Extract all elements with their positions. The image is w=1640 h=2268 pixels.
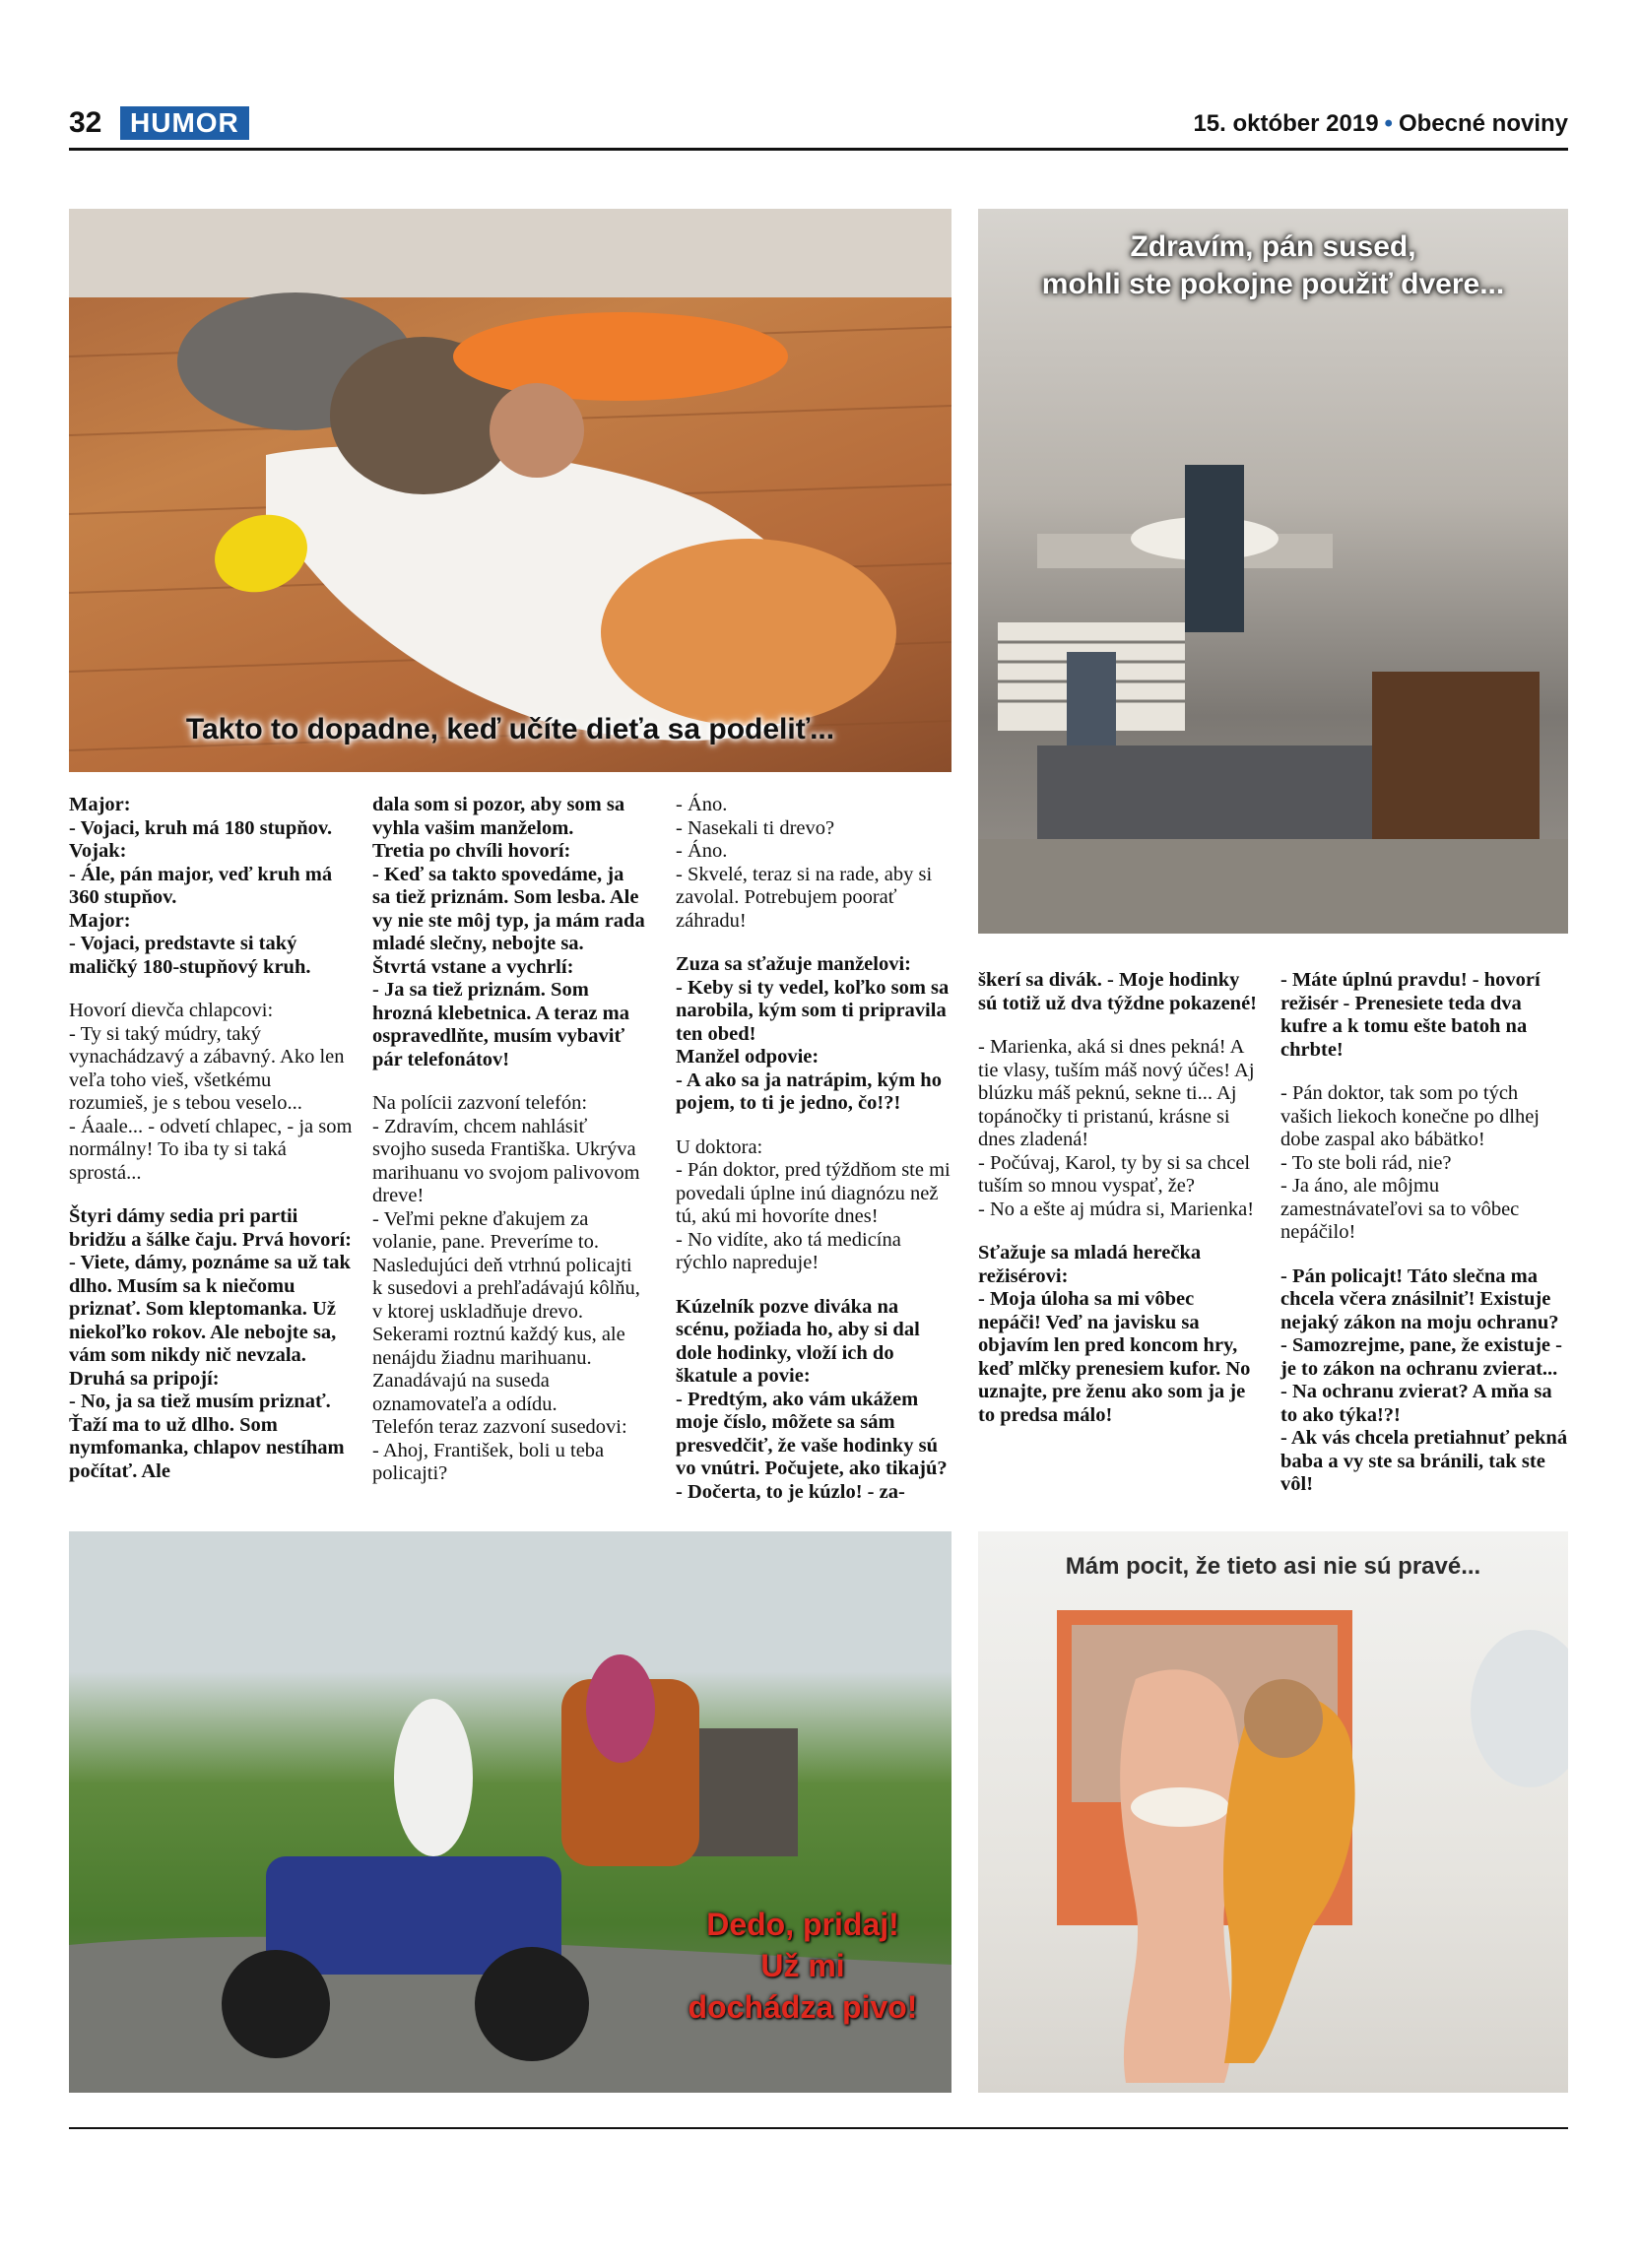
joke-four-ladies xyxy=(69,1205,353,1483)
joke-line: - Áaale... - odvetí chlapec, - ja som normálny! To iba ty si taká sprostá... xyxy=(69,1115,353,1184)
joke-police-phone-cont xyxy=(676,794,951,933)
joke-policeman xyxy=(1280,1265,1568,1497)
ceiling-caption-line2: mohli ste pokojne použiť dvere... xyxy=(1041,268,1505,300)
joke-line: Tretia po chvíli hovorí: xyxy=(372,840,571,862)
joke-line: Hovorí dievča chlapcovi: xyxy=(69,1000,274,1021)
joke-actress xyxy=(978,1242,1258,1427)
text-column-1 xyxy=(69,794,353,1504)
joke-line: - No vidíte, ako tá medicína rýchlo napreduje! xyxy=(676,1228,901,1273)
text-column-5 xyxy=(1280,969,1568,1518)
joke-line: - Viete, dámy, poznáme sa už tak dlho. Musím sa k niečomu priznať. Som kleptomanka. Už niekoľko rokov. Ale nebojte sa, vám som nikdy nič nevzala. xyxy=(69,1252,351,1366)
joke-line: Telefón teraz zazvoní susedovi: xyxy=(372,1416,627,1438)
joke-line: - Pán doktor, pred týždňom ste mi povedali úplne inú diagnózu než tú, akú mi hovoríte dnes! xyxy=(676,1159,951,1227)
mannequin-caption: Mám pocit, že tieto asi nie sú pravé... xyxy=(1065,1553,1481,1580)
cats-caption: Takto to dopadne, keď učíte dieťa sa podeliť... xyxy=(185,713,835,745)
photo-atv-armchair xyxy=(69,1531,951,2093)
issue-date: 15. október 2019 xyxy=(1193,110,1379,137)
joke-line: - Áno. xyxy=(676,840,728,862)
joke-major xyxy=(69,794,353,979)
joke-line: Štyri dámy sedia pri partii bridžu a šálke čaju. Prvá hovorí: xyxy=(69,1205,352,1251)
joke-doctor xyxy=(676,1136,951,1275)
joke-line: Major: xyxy=(69,909,131,932)
joke-girl-boy xyxy=(69,1000,353,1185)
photo-child-mannequin xyxy=(978,1531,1568,2093)
joke-line: Zuza sa sťažuje manželovi: xyxy=(676,953,912,975)
joke-line: - Máte úplnú pravdu! - hovorí režisér - Prenesiete teda dva kufre a k tomu ešte batoh na chrbte! xyxy=(1280,969,1541,1061)
joke-line: - Ak vás chcela pretiahnuť pekná baba a vy ste sa bránili, tak ste vôl! xyxy=(1280,1427,1568,1495)
joke-line: - No, ja sa tiež musím priznať. Ťaží ma to už dlho. Som nymfomanka, chlapov nestíham počítať. Ale xyxy=(69,1391,345,1482)
text-column-2 xyxy=(372,794,646,1507)
mannequin-illustration xyxy=(978,1531,1568,2093)
bullet-separator: • xyxy=(1384,110,1393,137)
joke-line: - Áno. xyxy=(676,794,728,815)
atv-caption xyxy=(660,1904,946,2028)
joke-doctor-baby xyxy=(1280,1082,1568,1245)
joke-line: - Samozrejme, pane, že existuje - je to zákon na ochranu zvierat... xyxy=(1280,1334,1562,1380)
joke-line: škerí sa divák. - Moje hodinky sú totiž už dva týždne pokazené! xyxy=(978,969,1258,1014)
joke-line: - Keby si ty vedel, koľko som sa narobila, kým som ti pripravila ten obed! xyxy=(676,976,950,1045)
joke-actress-cont xyxy=(1280,969,1568,1062)
joke-line: Vojak: xyxy=(69,840,127,862)
joke-line: - Nasekali ti drevo? xyxy=(676,816,835,839)
joke-line: Štvrtá vstane a vychrlí: xyxy=(372,955,574,978)
joke-line: - Ahoj, František, boli u teba policajti? xyxy=(372,1439,605,1484)
issue-info xyxy=(1193,110,1568,138)
joke-line: - No a ešte aj múdra si, Marienka! xyxy=(978,1198,1255,1220)
footer-rule xyxy=(69,2127,1568,2129)
joke-line: Druhá sa pripojí: xyxy=(69,1367,220,1390)
joke-line: - Ále, pán major, veď kruh má 360 stupňov. xyxy=(69,863,333,908)
ceiling-illustration xyxy=(978,209,1568,934)
joke-line: - Dočerta, to je kúzlo! - za- xyxy=(676,1480,905,1503)
joke-marienka xyxy=(978,1036,1258,1221)
joke-line: U doktora: xyxy=(676,1135,763,1158)
photo-cats-milk xyxy=(69,209,951,772)
joke-line: Major: xyxy=(69,794,131,815)
section-label: HUMOR xyxy=(120,106,249,140)
joke-line: Na polícii zazvoní telefón: xyxy=(372,1092,588,1114)
joke-line: - Počúvaj, Karol, ty by si sa chcel tuším so mnou vyspať, že? xyxy=(978,1151,1251,1197)
joke-line: Manžel odpovie: xyxy=(676,1046,820,1068)
atv-caption-line3: dochádza pivo! xyxy=(688,1989,918,2025)
joke-police-phone xyxy=(372,1092,646,1486)
joke-magician xyxy=(676,1296,951,1505)
joke-line: - Vojaci, kruh má 180 stupňov. xyxy=(69,816,333,839)
joke-line: - Predtým, ako vám ukážem moje číslo, môžete sa sám presvedčiť, že vaše hodinky sú vo vnútri. Počujete, ako tikajú? xyxy=(676,1388,948,1479)
ceiling-caption xyxy=(978,228,1568,303)
joke-line: - Keď sa takto spovedáme, ja sa tiež priznám. Som lesba. Ale vy nie ste môj typ, ja mám rada mladé slečny, nebojte sa. xyxy=(372,863,645,954)
page-header xyxy=(69,102,1568,148)
joke-line: Sťažuje sa mladá herečka režisérovi: xyxy=(978,1242,1202,1287)
joke-line: - Ja áno, ale môjmu zamestnávateľovi sa to vôbec nepáčilo! xyxy=(1280,1175,1520,1243)
publication-name: Obecné noviny xyxy=(1398,110,1568,137)
photo-ceiling-neighbor xyxy=(978,209,1568,934)
joke-four-ladies-cont xyxy=(372,794,646,1071)
joke-line: - Na ochranu zvierat? A mňa sa to ako týka!?! xyxy=(1280,1381,1552,1426)
header-rule xyxy=(69,148,1568,151)
ceiling-caption-line1: Zdravím, pán sused, xyxy=(1130,230,1416,263)
text-column-4 xyxy=(978,969,1258,1448)
page-number: 32 xyxy=(69,106,102,139)
joke-line: - Moja úloha sa mi vôbec nepáči! Veď na javisku sa objavím len pred koncom hry, keď mlčky prenesiem kufor. No uznajte, pre ženu ako som ja je to predsa málo! xyxy=(978,1288,1251,1426)
joke-line: - Pán doktor, tak som po tých vašich liekoch konečne po dlhej dobe zaspal ako bábätko! xyxy=(1280,1082,1540,1150)
joke-line: - Pán policajt! Táto slečna ma chcela včera znásilniť! Existuje nejaký zákon na moju ochranu? xyxy=(1280,1264,1559,1333)
joke-line: - Veľmi pekne ďakujem za volanie, pane. Preveríme to. Nasledujúci deň vtrhnú policajti k susedovi a prehľadávajú kôlňu, v ktorej uskladňuje drevo. Sekerami roztnú každý kus, ale nenájdu žiadnu marihuanu. Zanadávajú na suseda oznamovateľa a odídu. xyxy=(372,1207,640,1415)
joke-line: - A ako sa ja natrápim, kým ho pojem, to ti je jedno, čo!?! xyxy=(676,1069,942,1114)
joke-magician-cont xyxy=(978,969,1258,1015)
cats-illustration xyxy=(69,209,951,772)
atv-caption-line2: Už mi xyxy=(760,1948,845,1983)
joke-line: - Ja sa tiež priznám. Som hrozná klebetnica. A teraz ma ospravedlňte, musím vybaviť pár telefonátov! xyxy=(372,979,629,1070)
text-column-3 xyxy=(676,794,951,1524)
joke-line: - Zdravím, chcem nahlásiť svojho suseda Františka. Ukrýva marihuanu vo svojom palivovom dreve! xyxy=(372,1115,640,1206)
joke-line: - Marienka, aká si dnes pekná! A tie vlasy, tuším máš nový účes! Aj blúzku máš peknú, sekne ti... Aj topánočky ti pristanú, krásne si dnes zladená! xyxy=(978,1036,1255,1150)
joke-line: Kúzelník pozve diváka na scénu, požiada ho, aby si dal dole hodinky, vloží ich do škatule a povie: xyxy=(676,1295,920,1387)
joke-zuza xyxy=(676,953,951,1116)
joke-line: - To ste boli rád, nie? xyxy=(1280,1151,1452,1174)
atv-caption-line1: Dedo, pridaj! xyxy=(706,1907,899,1942)
joke-line: - Ty si taký múdry, taký vynachádzavý a zábavný. Ako len veľa toho vieš, všetkému rozumieš, je s tebou veselo... xyxy=(69,1022,345,1114)
joke-line: dala som si pozor, aby som sa vyhla vašim manželom. xyxy=(372,794,625,839)
joke-line: - Skvelé, teraz si na rade, aby si zavolal. Potrebujem poorať záhradu! xyxy=(676,863,933,932)
joke-line: - Vojaci, predstavte si taký maličký 180-stupňový kruh. xyxy=(69,933,311,978)
